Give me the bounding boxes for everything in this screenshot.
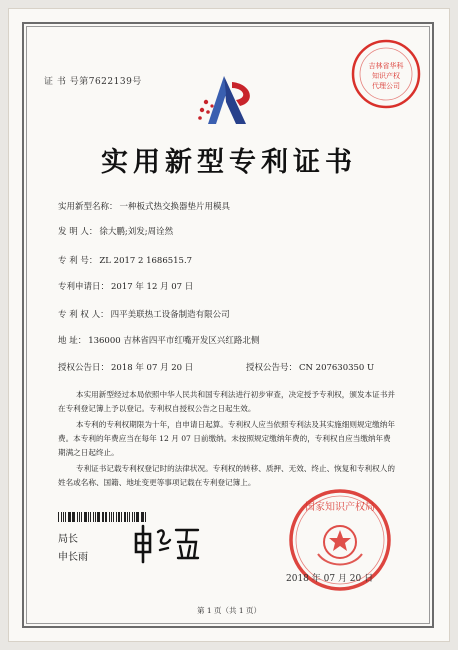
barcode-bar <box>58 512 59 522</box>
barcode-bar <box>109 512 110 522</box>
barcode-bar <box>93 512 95 522</box>
barcode-bar <box>65 512 66 522</box>
field-label: 实用新型名称： <box>58 202 118 212</box>
agency-stamp-icon <box>350 38 422 110</box>
barcode-bar <box>102 512 103 522</box>
barcode-bar <box>116 512 117 522</box>
barcode-bar <box>61 512 63 522</box>
field-address <box>58 334 259 346</box>
barcode-bar <box>95 512 96 522</box>
barcode-bar <box>145 512 146 522</box>
field-value: 136000 吉林省四平市红嘴开发区兴红路北侧 <box>88 336 260 346</box>
barcode-bar <box>77 512 78 522</box>
field-label: 专利申请日： <box>58 282 110 292</box>
field-value: 徐大鹏;刘发;周诠然 <box>99 227 174 237</box>
paragraph-register: 专利证书记载专利权登记时的法律状况。专利权的转移、质押、无效、终止、恢复和专利权人的姓名或名称、国籍、地址变更等事项记载在专利登记簿上。 <box>58 464 395 487</box>
field-announcement-number <box>246 361 374 373</box>
director-signature-icon <box>132 522 202 564</box>
field-value: 一种板式热交换器垫片用模具 <box>119 202 231 212</box>
patent-office-emblem-icon <box>196 72 260 132</box>
svg-text:代理公司: 代理公司 <box>372 82 400 90</box>
field-patent-number <box>58 254 192 266</box>
barcode-bar <box>81 512 83 522</box>
barcode-bar <box>79 512 80 522</box>
barcode-bar <box>68 512 70 522</box>
barcode-bar <box>103 512 104 522</box>
barcode-bar <box>118 512 120 522</box>
barcode-bar <box>132 512 134 522</box>
field-value: CN 207630350 U <box>299 363 375 373</box>
paragraph-term: 本专利的专利权期限为十年，自申请日起算。专利权人应当依照专利法及其实施细则规定缴纳年费。本专利的年费应当在每年 12 月 07 日前缴纳。未按照规定缴纳年费的，专利权自应当缴纳年费期满之日起终止。 <box>58 420 395 457</box>
barcode-bar <box>113 512 114 522</box>
field-grant-date <box>58 361 193 373</box>
barcode-bar <box>142 512 144 522</box>
field-label: 地 址： <box>58 336 87 346</box>
barcode-bar <box>134 512 135 522</box>
barcode-bar <box>111 512 113 522</box>
barcode-bar <box>84 512 86 522</box>
svg-text:国家知识产权局: 国家知识产权局 <box>305 502 375 513</box>
svg-text:知识产权: 知识产权 <box>372 72 400 80</box>
field-value: 四平美联热工设备制造有限公司 <box>110 310 230 320</box>
barcode-bar <box>127 512 128 522</box>
barcode-bar <box>105 512 107 522</box>
field-utility-name <box>58 200 230 212</box>
barcode-bar <box>121 512 122 522</box>
barcode <box>58 512 148 522</box>
field-label: 授权公告日： <box>58 363 110 373</box>
barcode-bar <box>97 512 99 522</box>
certificate-number: 证 书 号第7622139号 <box>44 77 142 87</box>
field-patentee <box>58 308 230 320</box>
field-value: 2017 年 12 月 07 日 <box>111 282 194 292</box>
barcode-bar <box>136 512 138 522</box>
director-label: 局长 <box>58 534 78 545</box>
barcode-bar <box>73 512 75 522</box>
field-application-date <box>58 280 193 292</box>
barcode-bar <box>124 512 126 522</box>
director-name-label: 申长雨 <box>58 552 88 563</box>
certificate-title: 实用新型专利证书 <box>101 147 357 178</box>
paragraph-grant: 本实用新型经过本局依照中华人民共和国专利法进行初步审查，决定授予专利权，颁发本证书并在专利登记簿上予以登记。专利权自授权公告之日起生效。 <box>58 390 395 413</box>
barcode-bar <box>90 512 91 522</box>
barcode-bar <box>72 512 73 522</box>
barcode-bar <box>88 512 89 522</box>
svg-text:吉林省华科: 吉林省华科 <box>368 62 404 70</box>
field-label: 授权公告号： <box>246 363 298 373</box>
barcode-bar <box>141 512 142 522</box>
field-label: 专 利 号： <box>58 256 98 266</box>
barcode-bar <box>63 512 64 522</box>
barcode-bar <box>129 512 130 522</box>
page-footer: 第 1 页（共 1 页） <box>196 606 262 615</box>
field-inventors <box>58 225 173 237</box>
field-value: 2018 年 07 月 20 日 <box>111 363 194 373</box>
field-label: 专 利 权 人： <box>58 310 109 320</box>
field-label: 发 明 人： <box>58 227 98 237</box>
field-value: ZL 2017 2 1686515.7 <box>99 256 193 266</box>
seal-date: 2018 年 07 月 20 日 <box>286 574 374 584</box>
